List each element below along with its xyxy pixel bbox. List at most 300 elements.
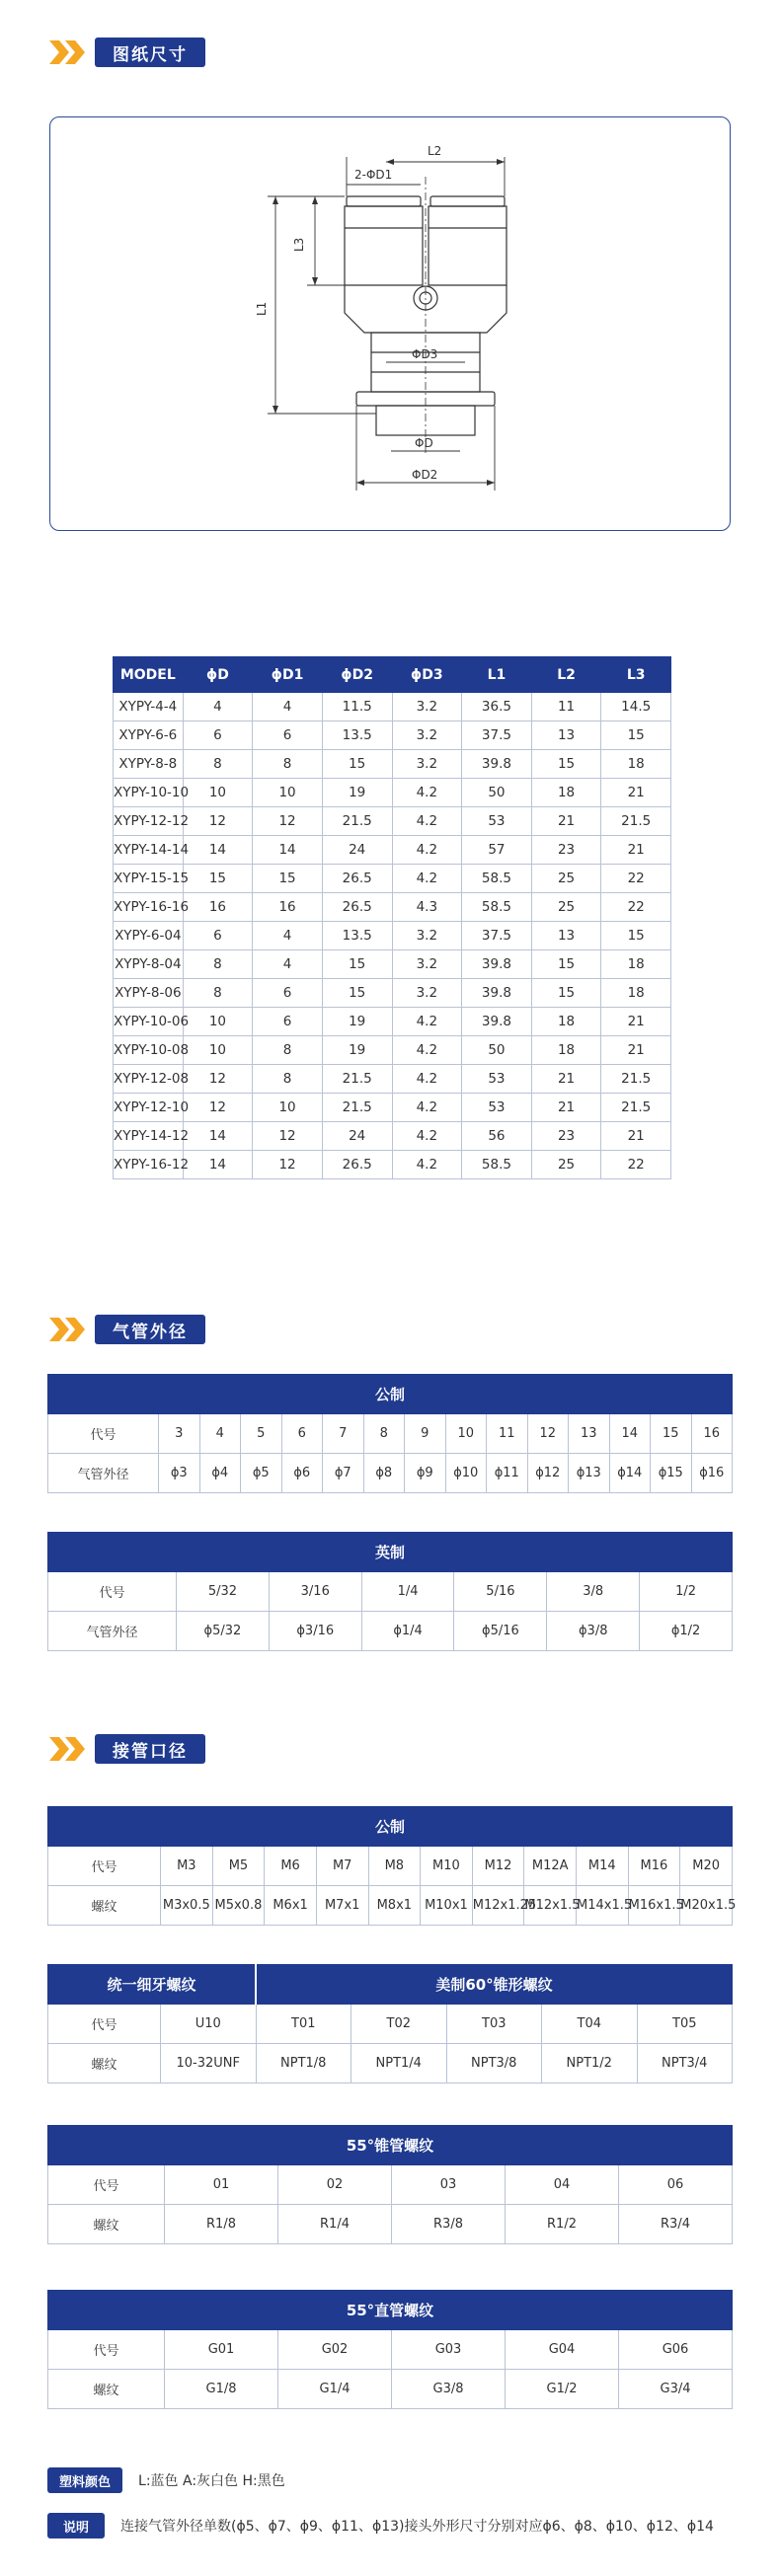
- table-cell: 21: [531, 807, 601, 836]
- label-d2: ΦD2: [412, 468, 438, 482]
- table-cell: 13: [569, 1414, 610, 1454]
- row-label: 代号: [48, 2005, 161, 2044]
- table-cell: 15: [531, 750, 601, 779]
- table-cell: 50: [462, 779, 532, 807]
- label-d3: ΦD3: [412, 347, 438, 361]
- table-cell: ϕ4: [199, 1454, 241, 1493]
- table-caption: 55°直管螺纹: [48, 2291, 733, 2330]
- technical-drawing: [49, 116, 731, 531]
- table-cell: XYPY-12-08: [114, 1065, 184, 1094]
- table-cell: R1/8: [165, 2205, 278, 2244]
- table-cell: 26.5: [322, 1151, 392, 1179]
- table-cell: 4.2: [392, 1065, 462, 1094]
- row-label: 代号: [48, 2330, 165, 2370]
- table-cell: NPT1/4: [351, 2044, 447, 2084]
- table-cell: ϕ12: [527, 1454, 569, 1493]
- table-cell: R3/8: [392, 2205, 506, 2244]
- table-cell: XYPY-12-10: [114, 1094, 184, 1122]
- table-cell: 14: [609, 1414, 651, 1454]
- table-cell: 37.5: [462, 721, 532, 750]
- table-caption: 公制: [48, 1807, 733, 1847]
- value-row: [48, 1454, 733, 1493]
- row-label: 螺纹: [48, 2044, 161, 2084]
- port-metric-table: [47, 1806, 737, 1926]
- row-label: 气管外径: [48, 1454, 159, 1493]
- table-cell: 21.5: [322, 1094, 392, 1122]
- table-cell: M20: [680, 1847, 733, 1886]
- caption-row: [48, 1965, 733, 2005]
- table-cell: 3: [159, 1414, 200, 1454]
- table-cell: 57: [462, 836, 532, 865]
- table-cell: 26.5: [322, 865, 392, 893]
- table-cell: 21: [601, 1008, 671, 1036]
- table-row: [114, 950, 671, 979]
- table-row: [114, 693, 671, 721]
- table-cell: 56: [462, 1122, 532, 1151]
- row-label: 代号: [48, 1572, 177, 1612]
- table-cell: M5: [212, 1847, 265, 1886]
- table-cell: XYPY-6-04: [114, 922, 184, 950]
- table-cell: 3/8: [547, 1572, 640, 1612]
- table-cell: T05: [637, 2005, 733, 2044]
- table-cell: XYPY-14-14: [114, 836, 184, 865]
- table-cell: 06: [619, 2165, 733, 2205]
- table-cell: 18: [601, 950, 671, 979]
- table-cell: T04: [542, 2005, 638, 2044]
- section-header-drawing: [47, 38, 205, 67]
- table-cell: NPT1/8: [256, 2044, 351, 2084]
- table-cell: 18: [531, 1036, 601, 1065]
- label-d1: 2-ΦD1: [354, 168, 393, 182]
- table-cell: 22: [601, 865, 671, 893]
- table-cell: ϕ6: [281, 1454, 323, 1493]
- table-cell: 6: [281, 1414, 323, 1454]
- table-cell: ϕ8: [363, 1454, 405, 1493]
- table-cell: ϕ7: [323, 1454, 364, 1493]
- table-cell: T01: [256, 2005, 351, 2044]
- table-cell: 8: [253, 750, 323, 779]
- table-cell: 58.5: [462, 865, 532, 893]
- table-cell: 3.2: [392, 750, 462, 779]
- port-straight55-table: [47, 2290, 733, 2409]
- table-cell: 15: [601, 721, 671, 750]
- table-row: [114, 1036, 671, 1065]
- code-row: [48, 2330, 733, 2370]
- section-title: 接管口径: [95, 1734, 205, 1764]
- table-cell: R1/4: [278, 2205, 392, 2244]
- table-cell: XYPY-10-10: [114, 779, 184, 807]
- table-cell: 13.5: [322, 721, 392, 750]
- column-header: MODEL: [114, 657, 184, 693]
- tube-metric-table: [47, 1374, 733, 1493]
- table-cell: 14: [253, 836, 323, 865]
- table-cell: 16: [253, 893, 323, 922]
- caption-row: [48, 1375, 733, 1414]
- column-header: ϕD2: [322, 657, 392, 693]
- value-row: [48, 2370, 733, 2409]
- table-cell: M10x1: [421, 1886, 473, 1926]
- table-cell: XYPY-4-4: [114, 693, 184, 721]
- table-cell: 8: [183, 979, 253, 1008]
- table-cell: 53: [462, 1094, 532, 1122]
- table-cell: 21.5: [322, 807, 392, 836]
- table-cell: 3.2: [392, 922, 462, 950]
- table-cell: 39.8: [462, 950, 532, 979]
- table-cell: M5x0.8: [212, 1886, 265, 1926]
- table-cell: M12A: [524, 1847, 577, 1886]
- table-cell: ϕ1/4: [361, 1612, 454, 1651]
- table-cell: G1/4: [278, 2370, 392, 2409]
- table-cell: G06: [619, 2330, 733, 2370]
- label-l2: L2: [428, 144, 442, 158]
- table-cell: 4.2: [392, 865, 462, 893]
- column-header: ϕD: [183, 657, 253, 693]
- table-cell: 4.2: [392, 1036, 462, 1065]
- section-title: 气管外径: [95, 1315, 205, 1344]
- table-cell: 21: [601, 1036, 671, 1065]
- y-fitting-drawing: [50, 117, 732, 532]
- table-row: [114, 1065, 671, 1094]
- table-cell: M20x1.5: [680, 1886, 733, 1926]
- note-tag: 说明: [47, 2513, 105, 2538]
- table-cell: 15: [322, 979, 392, 1008]
- table-row: [114, 922, 671, 950]
- table-cell: XYPY-6-6: [114, 721, 184, 750]
- table-cell: G3/4: [619, 2370, 733, 2409]
- table-cell: 18: [601, 750, 671, 779]
- table-cell: 4: [183, 693, 253, 721]
- note-text: 连接气管外径单数(ϕ5、ϕ7、ϕ9、ϕ11、ϕ13)接头外形尺寸分别对应ϕ6、ϕ8、ϕ10、ϕ12、ϕ14: [120, 2519, 714, 2535]
- table-cell: G1/2: [506, 2370, 619, 2409]
- table-cell: 4.2: [392, 1122, 462, 1151]
- table-cell: R1/2: [506, 2205, 619, 2244]
- value-row: [48, 1612, 733, 1651]
- table-cell: 02: [278, 2165, 392, 2205]
- table-row: [114, 1151, 671, 1179]
- table-cell: 25: [531, 865, 601, 893]
- table-cell: 6: [183, 922, 253, 950]
- table-cell: 16: [691, 1414, 733, 1454]
- table-cell: 1/4: [361, 1572, 454, 1612]
- table-cell: M7x1: [316, 1886, 368, 1926]
- port-taper55-table: [47, 2125, 733, 2244]
- table-cell: 10: [445, 1414, 487, 1454]
- table-cell: M16x1.5: [628, 1886, 680, 1926]
- table-cell: ϕ14: [609, 1454, 651, 1493]
- column-header: L3: [601, 657, 671, 693]
- table-cell: NPT3/4: [637, 2044, 733, 2084]
- caption-row: [48, 2291, 733, 2330]
- code-row: [48, 2005, 733, 2044]
- table-cell: 19: [322, 779, 392, 807]
- table-cell: 15: [531, 950, 601, 979]
- code-row: [48, 2165, 733, 2205]
- table-cell: 8: [253, 1036, 323, 1065]
- table-cell: 10-32UNF: [161, 2044, 257, 2084]
- table-cell: 18: [601, 979, 671, 1008]
- table-cell: 26.5: [322, 893, 392, 922]
- table-row: [114, 1122, 671, 1151]
- table-cell: 39.8: [462, 750, 532, 779]
- table-cell: 03: [392, 2165, 506, 2205]
- table-cell: 37.5: [462, 922, 532, 950]
- column-header: ϕD1: [253, 657, 323, 693]
- table-cell: M6x1: [265, 1886, 317, 1926]
- table-cell: 24: [322, 1122, 392, 1151]
- table-cell: 4.2: [392, 1008, 462, 1036]
- chevron-arrows-icon: [47, 1315, 91, 1344]
- table-cell: XYPY-10-08: [114, 1036, 184, 1065]
- table-caption: 公制: [48, 1375, 733, 1414]
- table-cell: 22: [601, 893, 671, 922]
- row-label: 代号: [48, 1414, 159, 1454]
- table-cell: ϕ16: [691, 1454, 733, 1493]
- table-cell: 22: [601, 1151, 671, 1179]
- table-caption: 55°锥管螺纹: [48, 2126, 733, 2165]
- table-cell: 13: [531, 922, 601, 950]
- table-cell: 10: [253, 779, 323, 807]
- table-cell: M12x1.5: [524, 1886, 577, 1926]
- table-cell: M12x1.25: [472, 1886, 524, 1926]
- table-cell: 4: [253, 950, 323, 979]
- table-cell: 4: [253, 693, 323, 721]
- table-cell: ϕ15: [651, 1454, 692, 1493]
- table-cell: 8: [363, 1414, 405, 1454]
- table-cell: ϕ1/2: [640, 1612, 733, 1651]
- table-cell: 14: [183, 836, 253, 865]
- table-cell: 36.5: [462, 693, 532, 721]
- table-cell: 12: [183, 1094, 253, 1122]
- table-cell: 23: [531, 1122, 601, 1151]
- label-l3: L3: [292, 237, 306, 252]
- row-label: 螺纹: [48, 2205, 165, 2244]
- table-cell: 3.2: [392, 950, 462, 979]
- table-cell: M6: [265, 1847, 317, 1886]
- table-cell: ϕ9: [405, 1454, 446, 1493]
- table-cell: 3.2: [392, 721, 462, 750]
- table-cell: 12: [253, 1151, 323, 1179]
- table-cell: M16: [628, 1847, 680, 1886]
- table-cell: 58.5: [462, 893, 532, 922]
- table-cell: M3x0.5: [161, 1886, 213, 1926]
- table-cell: 13.5: [322, 922, 392, 950]
- row-label: 气管外径: [48, 1612, 177, 1651]
- table-cell: 5/32: [177, 1572, 270, 1612]
- table-cell: 4.2: [392, 836, 462, 865]
- table-cell: 12: [527, 1414, 569, 1454]
- table-cell: 25: [531, 1151, 601, 1179]
- table-cell: 39.8: [462, 979, 532, 1008]
- table-cell: 10: [183, 1036, 253, 1065]
- table-cell: 04: [506, 2165, 619, 2205]
- table-cell: 10: [253, 1094, 323, 1122]
- table-row: [114, 893, 671, 922]
- table-cell: 3/16: [269, 1572, 361, 1612]
- row-label: 螺纹: [48, 1886, 161, 1926]
- row-label: 螺纹: [48, 2370, 165, 2409]
- color-text: L:蓝色 A:灰白色 H:黑色: [138, 2473, 285, 2489]
- table-cell: 19: [322, 1008, 392, 1036]
- table-cell: 01: [165, 2165, 278, 2205]
- section-header-port: [47, 1734, 205, 1764]
- table-cell: 5: [241, 1414, 282, 1454]
- table-caption: 英制: [48, 1533, 733, 1572]
- table-cell: 8: [183, 950, 253, 979]
- table-cell: 12: [253, 807, 323, 836]
- table-cell: 4.2: [392, 807, 462, 836]
- table-row: [114, 979, 671, 1008]
- table-cell: 58.5: [462, 1151, 532, 1179]
- table-row: [114, 1094, 671, 1122]
- table-cell: 12: [183, 807, 253, 836]
- table-caption-left: 统一细牙螺纹: [48, 1965, 257, 2005]
- value-row: [48, 2044, 733, 2084]
- table-cell: 14: [183, 1122, 253, 1151]
- chevron-arrows-icon: [47, 38, 91, 67]
- caption-row: [48, 1807, 733, 1847]
- table-cell: XYPY-12-12: [114, 807, 184, 836]
- table-cell: 10: [183, 779, 253, 807]
- column-header: ϕD3: [392, 657, 462, 693]
- plastic-color-row: [47, 2467, 285, 2493]
- table-cell: M12: [472, 1847, 524, 1886]
- table-cell: 8: [183, 750, 253, 779]
- table-cell: M8: [368, 1847, 421, 1886]
- table-cell: 4.3: [392, 893, 462, 922]
- table-row: [114, 865, 671, 893]
- table-cell: XYPY-8-8: [114, 750, 184, 779]
- label-d: ΦD: [415, 436, 433, 450]
- table-caption-right: 美制60°锥形螺纹: [256, 1965, 733, 2005]
- table-cell: G1/8: [165, 2370, 278, 2409]
- table-cell: R3/4: [619, 2205, 733, 2244]
- table-cell: 15: [183, 865, 253, 893]
- table-cell: 15: [253, 865, 323, 893]
- table-cell: 5/16: [454, 1572, 547, 1612]
- table-cell: 6: [253, 721, 323, 750]
- row-label: 代号: [48, 1847, 161, 1886]
- table-cell: XYPY-8-04: [114, 950, 184, 979]
- table-cell: 12: [253, 1122, 323, 1151]
- table-cell: ϕ10: [445, 1454, 487, 1493]
- table-cell: 3.2: [392, 693, 462, 721]
- table-cell: 21.5: [322, 1065, 392, 1094]
- table-cell: 4: [253, 922, 323, 950]
- table-cell: 21: [531, 1065, 601, 1094]
- table-cell: 21: [601, 836, 671, 865]
- table-cell: NPT1/2: [542, 2044, 638, 2084]
- table-cell: 21.5: [601, 1094, 671, 1122]
- table-cell: 12: [183, 1065, 253, 1094]
- table-cell: ϕ3/8: [547, 1612, 640, 1651]
- caption-row: [48, 1533, 733, 1572]
- table-cell: T02: [351, 2005, 447, 2044]
- table-row: [114, 750, 671, 779]
- table-cell: 15: [531, 979, 601, 1008]
- table-cell: 53: [462, 1065, 532, 1094]
- section-title: 图纸尺寸: [95, 38, 205, 67]
- table-cell: XYPY-16-16: [114, 893, 184, 922]
- table-cell: 25: [531, 893, 601, 922]
- table-cell: 21.5: [601, 1065, 671, 1094]
- table-cell: 21.5: [601, 807, 671, 836]
- table-cell: M10: [421, 1847, 473, 1886]
- table-cell: 19: [322, 1036, 392, 1065]
- value-row: [48, 1886, 733, 1926]
- table-cell: 4.2: [392, 1094, 462, 1122]
- table-cell: ϕ5/32: [177, 1612, 270, 1651]
- table-cell: U10: [161, 2005, 257, 2044]
- code-row: [48, 1847, 733, 1886]
- table-cell: M14: [577, 1847, 629, 1886]
- table-cell: 18: [531, 779, 601, 807]
- table-cell: 14.5: [601, 693, 671, 721]
- table-cell: XYPY-14-12: [114, 1122, 184, 1151]
- table-cell: XYPY-16-12: [114, 1151, 184, 1179]
- table-cell: 15: [651, 1414, 692, 1454]
- table-cell: 8: [253, 1065, 323, 1094]
- table-cell: 11.5: [322, 693, 392, 721]
- table-cell: 21: [601, 1122, 671, 1151]
- note-row: [47, 2513, 714, 2538]
- table-cell: ϕ3: [159, 1454, 200, 1493]
- table-cell: ϕ5: [241, 1454, 282, 1493]
- value-row: [48, 2205, 733, 2244]
- chevron-arrows-icon: [47, 1734, 91, 1764]
- row-label: 代号: [48, 2165, 165, 2205]
- table-cell: T03: [446, 2005, 542, 2044]
- table-cell: ϕ13: [569, 1454, 610, 1493]
- column-header: L2: [531, 657, 601, 693]
- table-cell: 23: [531, 836, 601, 865]
- table-cell: XYPY-8-06: [114, 979, 184, 1008]
- table-cell: M14x1.5: [577, 1886, 629, 1926]
- tube-inch-table: [47, 1532, 733, 1651]
- port-unf-npt-table: [47, 1964, 733, 2084]
- table-cell: G03: [392, 2330, 506, 2370]
- table-cell: 4: [199, 1414, 241, 1454]
- table-cell: 6: [183, 721, 253, 750]
- table-cell: 24: [322, 836, 392, 865]
- table-cell: 39.8: [462, 1008, 532, 1036]
- table-cell: 9: [405, 1414, 446, 1454]
- table-row: [114, 1008, 671, 1036]
- table-cell: 1/2: [640, 1572, 733, 1612]
- table-cell: 4.2: [392, 779, 462, 807]
- table-cell: 21: [531, 1094, 601, 1122]
- table-cell: 15: [322, 950, 392, 979]
- table-cell: M3: [161, 1847, 213, 1886]
- table-cell: M8x1: [368, 1886, 421, 1926]
- table-cell: ϕ5/16: [454, 1612, 547, 1651]
- table-cell: 21: [601, 779, 671, 807]
- table-cell: 3.2: [392, 979, 462, 1008]
- table-cell: G04: [506, 2330, 619, 2370]
- table-cell: 13: [531, 721, 601, 750]
- table-row: [114, 836, 671, 865]
- table-cell: 53: [462, 807, 532, 836]
- table-cell: ϕ11: [487, 1454, 528, 1493]
- table-cell: 4.2: [392, 1151, 462, 1179]
- table-cell: 50: [462, 1036, 532, 1065]
- table-cell: 11: [487, 1414, 528, 1454]
- table-cell: 10: [183, 1008, 253, 1036]
- table-cell: G02: [278, 2330, 392, 2370]
- color-tag: 塑料颜色: [47, 2467, 122, 2493]
- model-dimension-table: [113, 656, 671, 1179]
- table-cell: 15: [601, 922, 671, 950]
- column-header: L1: [462, 657, 532, 693]
